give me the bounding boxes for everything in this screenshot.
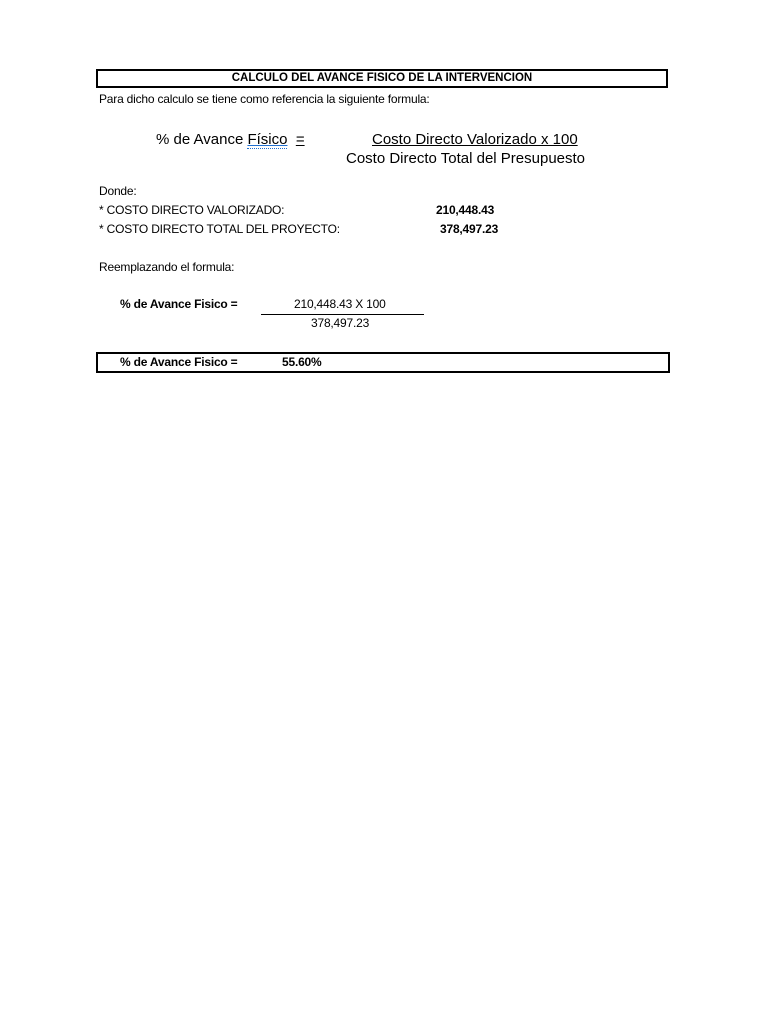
formula-label-prefix: % de Avance	[156, 131, 248, 148]
calc-numerator: 210,448.43 X 100	[294, 297, 386, 311]
formula-numerator: Costo Directo Valorizado x 100	[372, 131, 578, 148]
calc-label: % de Avance Fisico =	[120, 297, 238, 311]
formula-label	[156, 131, 305, 148]
costo-total-label: * COSTO DIRECTO TOTAL DEL PROYECTO:	[99, 222, 340, 236]
costo-valorizado-label: * COSTO DIRECTO VALORIZADO:	[99, 203, 285, 217]
intro-text: Para dicho calculo se tiene como referencia la siguiente formula:	[99, 92, 430, 106]
costo-total-value: 378,497.23	[440, 222, 499, 236]
formula-denominator: Costo Directo Total del Presupuesto	[346, 150, 586, 167]
formula-equals: =	[295, 131, 305, 148]
result-label: % de Avance Fisico =	[120, 355, 238, 369]
donde-label: Donde:	[99, 184, 137, 198]
formula-label-word: Físico	[247, 131, 288, 148]
formula-label-gap	[287, 131, 295, 148]
fraction-line	[261, 314, 424, 315]
costo-valorizado-value: 210,448.43	[436, 203, 495, 217]
result-value: 55.60%	[282, 355, 322, 369]
calc-denominator: 378,497.23	[311, 316, 370, 330]
section-title: CALCULO DEL AVANCE FISICO DE LA INTERVENCION	[96, 69, 668, 88]
reemplazando-label: Reemplazando el formula:	[99, 260, 235, 274]
